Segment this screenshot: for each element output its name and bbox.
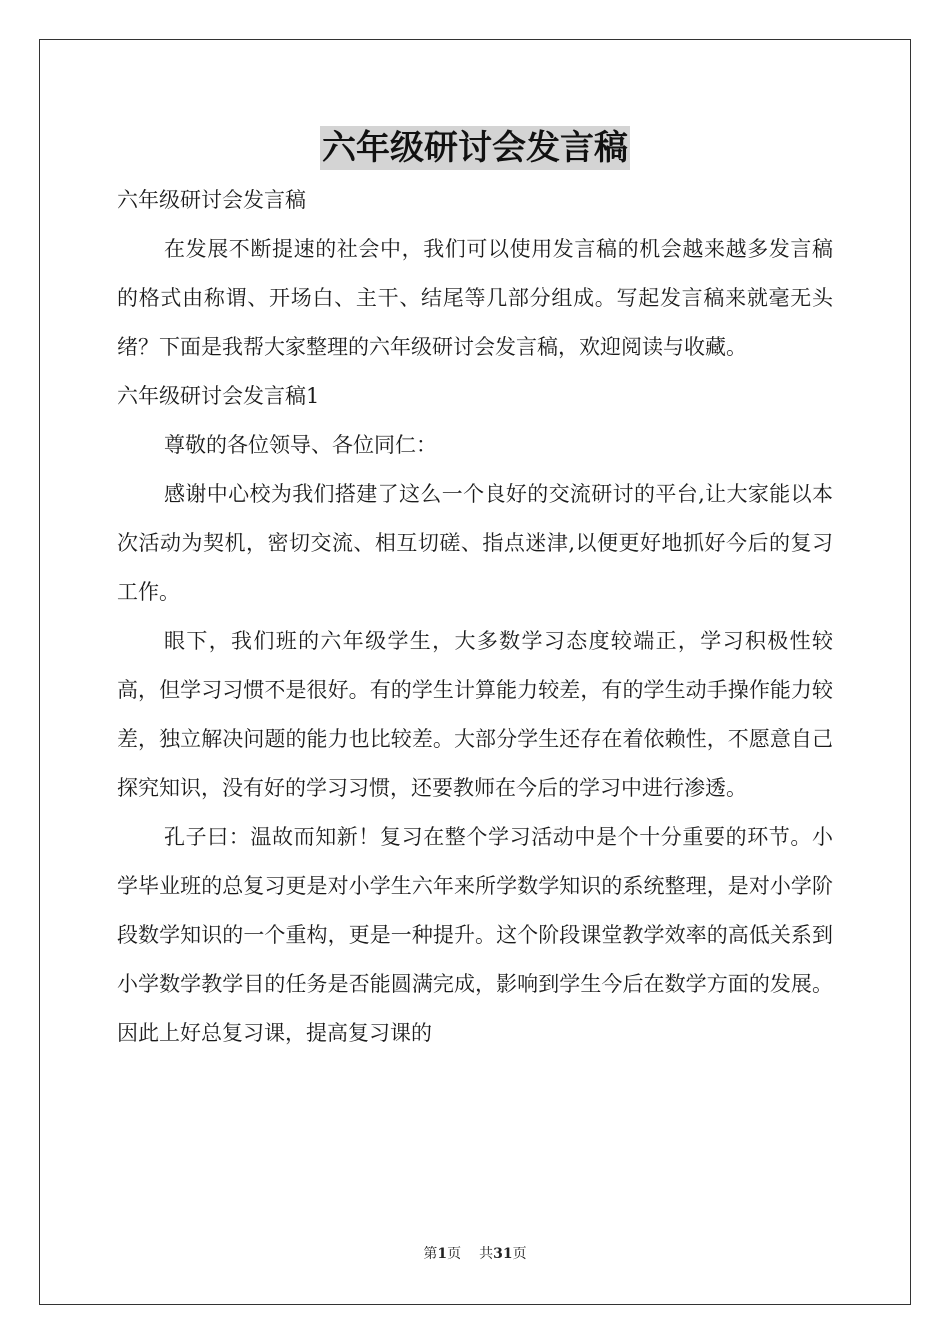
page-number: 1 [437, 1246, 448, 1262]
page-suffix: 页 [447, 1246, 462, 1262]
title-container [0, 126, 950, 170]
paragraph: 眼下，我们班的六年级学生，大多数学习态度较端正，学习积极性较高，但学习习惯不是很好。有的学生计算能力较差，有的学生动手操作能力较差，独立解决问题的能力也比较差。大部分学生还存在着依赖性，不愿意自己探究知识，没有好的学习习惯，还要教师在今后的学习中进行渗透。 [117, 629, 833, 800]
total-prefix: 共 [479, 1246, 494, 1262]
page-prefix: 第 [423, 1246, 438, 1262]
document-body [117, 176, 833, 1058]
paragraph: 感谢中心校为我们搭建了这么一个良好的交流研讨的平台,让大家能以本次活动为契机，密切交流、相互切磋、指点迷津,以便更好地抓好今后的复习工作。 [117, 482, 833, 604]
paragraph: 尊敬的各位领导、各位同仁： [164, 433, 437, 457]
total-pages: 31 [493, 1246, 513, 1262]
paragraph: 六年级研讨会发言稿 [117, 188, 306, 212]
page-footer [0, 1244, 950, 1264]
total-suffix: 页 [512, 1246, 527, 1262]
paragraph: 六年级研讨会发言稿1 [117, 384, 320, 408]
paragraph: 在发展不断提速的社会中，我们可以使用发言稿的机会越来越多发言稿的格式由称谓、开场白、主干、结尾等几部分组成。写起发言稿来就毫无头绪？下面是我帮大家整理的六年级研讨会发言稿，欢迎阅读与收藏。 [117, 237, 833, 359]
paragraph: 孔子曰：温故而知新！复习在整个学习活动中是个十分重要的环节。小学毕业班的总复习更是对小学生六年来所学数学知识的系统整理，是对小学阶段数学知识的一个重构，更是一种提升。这个阶段课堂教学效率的高低关系到小学数学教学目的任务是否能圆满完成，影响到学生今后在数学方面的发展。因此上好总复习课，提高复习课的 [117, 825, 833, 1045]
document-title: 六年级研讨会发言稿 [322, 128, 628, 168]
